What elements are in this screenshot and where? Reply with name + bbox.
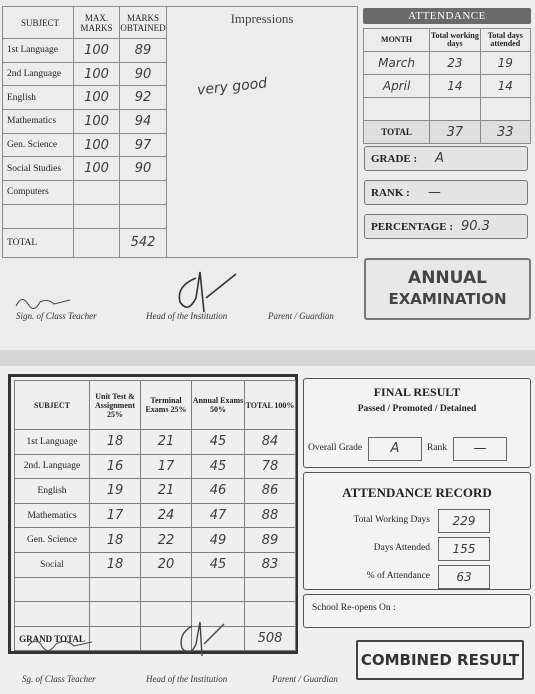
subject-name: Gen. Science [3,133,74,157]
grade-label: GRADE : [371,152,418,165]
rank-field [364,180,528,205]
col-max-marks-header: MAX. MARKS [74,7,120,39]
head-signature-label: Head of the Institution [146,311,228,321]
combined-marks-table [14,380,296,651]
total-marks: 83 [245,552,296,577]
percentage-value: 90.3 [461,219,490,234]
annual-marks: 46 [192,479,245,504]
total-working-days: 37 [430,121,480,144]
rank-label: Rank [427,443,448,453]
teacher-signature [26,634,96,654]
total-working-days-value: 229 [438,509,490,533]
unit-test-marks: 18 [90,552,141,577]
table-row [15,528,296,553]
subject-name: Mathematics [15,503,90,528]
total-days-attended: 33 [480,121,530,144]
overall-grade-label: Overall Grade [308,443,363,453]
percent-attendance-value: 63 [438,565,490,589]
marks-header-row [3,7,358,39]
terminal-marks: 24 [141,503,192,528]
total-marks: 84 [245,430,296,455]
terminal-marks: 20 [141,552,192,577]
grade-value: A [435,151,445,166]
marks-obtained: 97 [120,133,167,157]
col-unit-test-header: Unit Test & Assignment 25% [90,381,141,430]
annual-marks: 45 [192,430,245,455]
impressions-title: Impressions [230,11,294,26]
table-row-blank [15,602,296,627]
rank-value: — [453,437,507,461]
table-row [15,454,296,479]
combined-result-box [356,640,524,680]
marks-obtained: 92 [120,86,167,110]
working-days: 23 [430,52,480,75]
attendance-total-row [364,121,531,144]
school-reopens-label: School Re-opens On : [312,603,396,613]
combined-result-title: COMBINED RESULT [360,651,520,669]
percentage-label: PERCENTAGE : [371,220,453,233]
unit-test-marks: 17 [90,503,141,528]
col-working-days-header: Total working days [430,29,480,52]
rank-label: RANK : [371,186,410,199]
head-signature-label: Head of the Institution [146,674,228,684]
days-attended: 14 [480,75,530,98]
teacher-signature [14,292,74,312]
annual-marks: 49 [192,528,245,553]
grade-field [364,146,528,171]
terminal-marks: 22 [141,528,192,553]
total-label: TOTAL [3,228,74,257]
parent-signature-label: Parent / Guardian [272,674,338,684]
days-attended-label: Days Attended [373,543,430,553]
col-terminal-header: Terminal Exams 25% [141,381,192,430]
col-total-header: TOTAL 100% [245,381,296,430]
grand-total-label: GRAND TOTAL [15,626,90,651]
percent-attendance-label: % of Attendance [366,571,430,581]
subject-name: English [3,86,74,110]
table-row [15,430,296,455]
table-row-blank [364,98,531,121]
max-marks: 100 [74,39,120,63]
table-row [15,552,296,577]
table-row [15,503,296,528]
marks-obtained: 90 [120,157,167,181]
impressions-cell [167,7,358,258]
final-result-box [303,378,531,468]
subject-name: Social [15,552,90,577]
unit-test-marks: 18 [90,430,141,455]
attendance-total-label: TOTAL [364,121,430,144]
subject-name: 2nd. Language [15,454,90,479]
max-marks: 100 [74,62,120,86]
table-row-blank [15,577,296,602]
month: April [364,75,430,98]
terminal-marks: 21 [141,430,192,455]
marks-obtained: 90 [120,62,167,86]
parent-signature-label: Parent / Guardian [268,311,334,321]
head-signature [172,618,228,662]
final-result-title: FINAL RESULT [373,385,461,399]
terminal-marks: 17 [141,454,192,479]
total-marks: 542 [120,228,167,257]
attendance-section [363,8,531,140]
terminal-marks: 21 [141,479,192,504]
total-marks: 89 [245,528,296,553]
col-days-attended-header: Total days attended [480,29,530,52]
col-marks-obtained-header: MARKS OBTAINED [120,7,167,39]
total-marks: 78 [245,454,296,479]
subject-name: Social Studies [3,157,74,181]
total-working-days-label: Total Working Days [353,515,430,525]
overall-grade-value: A [368,437,422,461]
page-separator [0,350,535,366]
impressions-remark: very good [196,75,268,99]
max-marks [74,181,120,205]
grand-total-value: 508 [245,626,296,651]
table-row [364,75,531,98]
col-annual-header: Annual Exams 50% [192,381,245,430]
marks-obtained: 89 [120,39,167,63]
subject-name: 1st Language [3,39,74,63]
percentage-field [364,214,528,239]
exam-title-line2: EXAMINATION [388,290,507,308]
total-marks: 86 [245,479,296,504]
max-marks: 100 [74,86,120,110]
marks-obtained: 94 [120,110,167,134]
table-row [364,52,531,75]
max-marks: 100 [74,157,120,181]
annual-marks: 47 [192,503,245,528]
annual-examination-box [364,258,531,320]
annual-marks: 45 [192,552,245,577]
combined-header-row [15,381,296,430]
unit-test-marks: 18 [90,528,141,553]
month: March [364,52,430,75]
col-subject-header: SUBJECT [15,381,90,430]
total-marks: 88 [245,503,296,528]
subject-name: English [15,479,90,504]
final-result-options: Passed / Promoted / Detained [357,404,477,414]
marks-table [2,6,358,258]
days-attended-value: 155 [438,537,490,561]
max-marks: 100 [74,133,120,157]
exam-title-line1: ANNUAL [408,268,487,288]
attendance-title: ATTENDANCE [363,8,531,24]
unit-test-marks: 16 [90,454,141,479]
subject-name: Mathematics [3,110,74,134]
days-attended: 19 [480,52,530,75]
rank-value: — [427,185,441,200]
attendance-record-box [303,472,531,590]
subject-name: Computers [3,181,74,205]
subject-name: 1st Language [15,430,90,455]
table-row [15,479,296,504]
working-days: 14 [430,75,480,98]
teacher-signature-label: Sg. of Class Teacher [22,674,96,684]
marks-obtained [120,181,167,205]
annual-marks: 45 [192,454,245,479]
col-subject-header: SUBJECT [3,7,74,39]
max-marks: 100 [74,110,120,134]
subject-name: Gen. Science [15,528,90,553]
attendance-table [363,28,531,144]
attendance-header-row [364,29,531,52]
subject-name: 2nd Language [3,62,74,86]
attendance-record-title: ATTENDANCE RECORD [342,485,492,500]
school-reopens-box [303,594,531,628]
teacher-signature-label: Sign. of Class Teacher [16,311,97,321]
unit-test-marks: 19 [90,479,141,504]
col-month-header: MONTH [364,29,430,52]
